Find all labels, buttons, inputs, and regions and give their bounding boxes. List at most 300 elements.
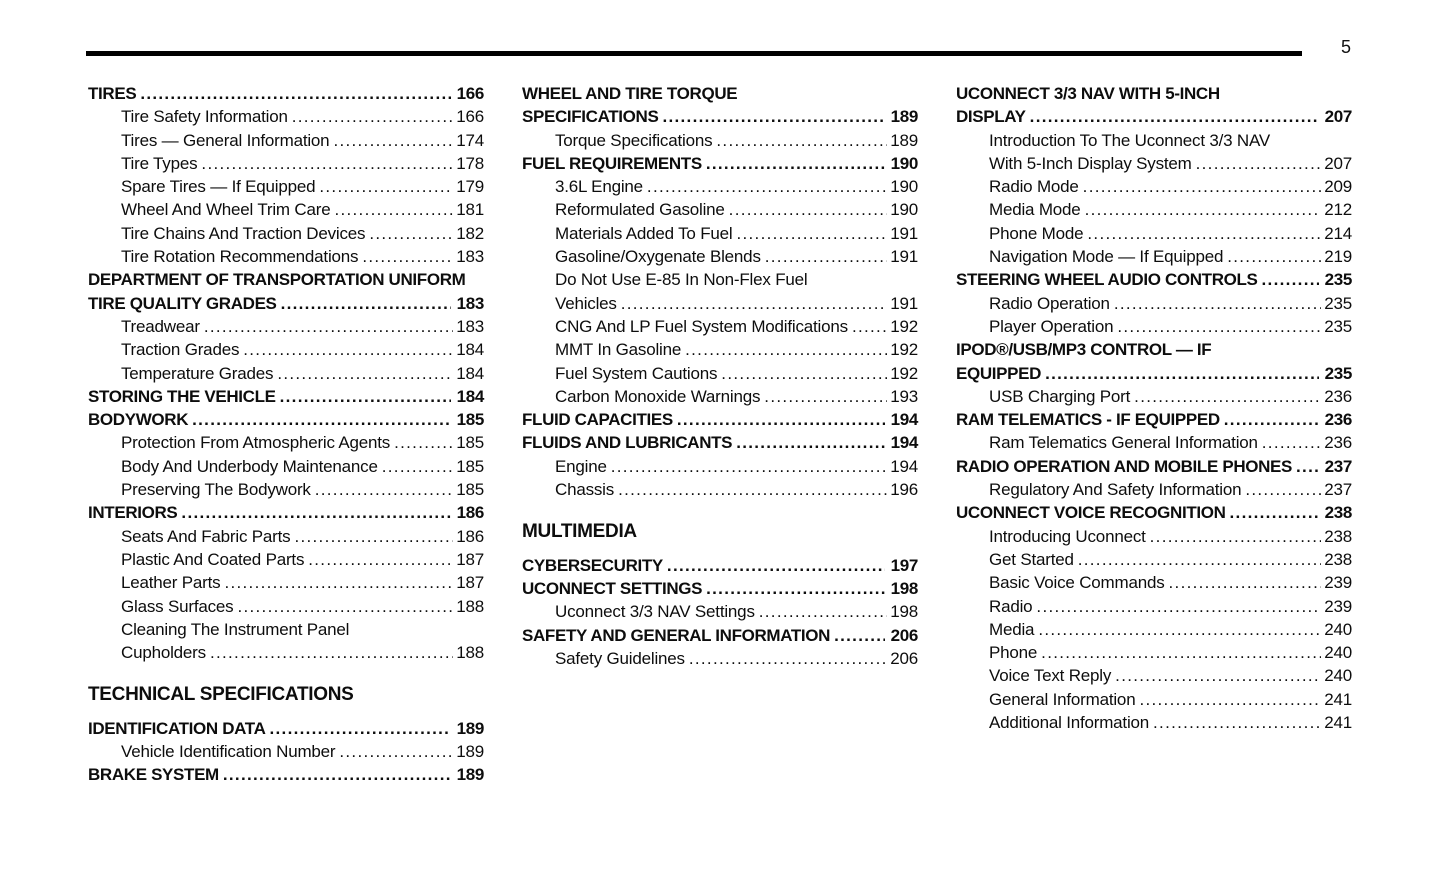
dot-leader bbox=[206, 641, 453, 664]
toc-entry-label: TIRE QUALITY GRADES bbox=[88, 293, 277, 313]
toc-entry bbox=[956, 315, 1352, 338]
toc-entry-page: 197 bbox=[890, 555, 918, 575]
toc-entry-page: 196 bbox=[890, 480, 918, 500]
toc-entry-label: Cupholders bbox=[121, 643, 206, 663]
dot-leader bbox=[1026, 105, 1319, 128]
toc-entry-label: UCONNECT 3/3 NAV WITH 5-INCH bbox=[956, 84, 1220, 103]
dot-leader bbox=[617, 292, 888, 315]
dot-leader bbox=[197, 152, 453, 175]
toc-entry bbox=[88, 478, 484, 501]
dot-leader bbox=[1223, 245, 1321, 268]
toc-entry bbox=[956, 175, 1352, 198]
toc-entry-label: Body And Underbody Maintenance bbox=[121, 456, 378, 476]
toc-entry-label: CNG And LP Fuel System Modifications bbox=[555, 316, 848, 336]
toc-entry bbox=[956, 385, 1352, 408]
toc-entry bbox=[88, 152, 484, 175]
dot-leader bbox=[830, 624, 885, 647]
toc-entry bbox=[956, 362, 1352, 385]
toc-entry-label: General Information bbox=[989, 689, 1136, 709]
toc-entry bbox=[522, 245, 918, 268]
toc-entry bbox=[522, 105, 918, 128]
dot-leader bbox=[755, 600, 887, 623]
toc-entry-label: Vehicle Identification Number bbox=[121, 742, 336, 762]
toc-entry-label: Get Started bbox=[989, 549, 1074, 569]
toc-entry-label: Temperature Grades bbox=[121, 363, 274, 383]
dot-leader bbox=[1110, 292, 1321, 315]
toc-entry-label: Cleaning The Instrument Panel bbox=[121, 619, 350, 639]
toc-entry-page: 236 bbox=[1324, 433, 1352, 453]
toc-entry bbox=[88, 740, 484, 763]
toc-entry-label: Phone Mode bbox=[989, 223, 1084, 243]
dot-leader bbox=[681, 338, 887, 361]
toc-entry-label: Additional Information bbox=[989, 713, 1150, 733]
toc-entry-label: Vehicles bbox=[555, 293, 617, 313]
dot-leader bbox=[1130, 385, 1321, 408]
dot-leader bbox=[335, 740, 453, 763]
toc-entry bbox=[522, 222, 918, 245]
toc-entry bbox=[88, 618, 484, 641]
toc-entry-page: 193 bbox=[890, 386, 918, 406]
toc-entry bbox=[956, 641, 1352, 664]
toc-entry-label: MMT In Gasoline bbox=[555, 340, 682, 360]
toc-entry-page: 238 bbox=[1324, 526, 1352, 546]
toc-entry-label: Spare Tires — If Equipped bbox=[121, 177, 316, 197]
toc-entry-page: 188 bbox=[456, 596, 484, 616]
dot-leader bbox=[1113, 315, 1321, 338]
dot-leader bbox=[365, 222, 453, 245]
toc-entry-label: 3.6L Engine bbox=[555, 177, 643, 197]
toc-entry-page: 184 bbox=[456, 340, 484, 360]
toc-entry-label: Basic Voice Commands bbox=[989, 573, 1165, 593]
toc-entry-label: Treadwear bbox=[121, 316, 200, 336]
toc-entry bbox=[88, 268, 484, 291]
toc-entry-label: RAM TELEMATICS - IF EQUIPPED bbox=[956, 410, 1220, 430]
toc-entry-page: 209 bbox=[1324, 177, 1352, 197]
toc-entry-page: 240 bbox=[1324, 643, 1352, 663]
dot-leader bbox=[277, 292, 451, 315]
toc-entry-label: Seats And Fabric Parts bbox=[121, 526, 291, 546]
toc-entry-label: DEPARTMENT OF TRANSPORTATION UNIFORM bbox=[88, 270, 466, 290]
toc-entry bbox=[88, 571, 484, 594]
toc-entry-label: Tire Rotation Recommendations bbox=[121, 247, 359, 267]
toc-entry-page: 235 bbox=[1324, 363, 1352, 383]
toc-entry bbox=[88, 501, 484, 524]
toc-entry-page: 240 bbox=[1324, 666, 1352, 686]
toc-entry-page: 241 bbox=[1324, 713, 1352, 733]
toc-entry-page: 182 bbox=[456, 223, 484, 243]
toc-entry bbox=[522, 431, 918, 454]
dot-leader bbox=[658, 105, 884, 128]
toc-entry-label: Do Not Use E-85 In Non-Flex Fuel bbox=[555, 270, 808, 290]
toc-entry-page: 192 bbox=[890, 363, 918, 383]
toc-entry bbox=[88, 763, 484, 786]
toc-entry bbox=[956, 408, 1352, 431]
toc-entry bbox=[522, 315, 918, 338]
toc-entry-page: 198 bbox=[890, 578, 918, 598]
dot-leader bbox=[1135, 688, 1321, 711]
toc-entry bbox=[88, 222, 484, 245]
toc-entry-page: 207 bbox=[1324, 153, 1352, 173]
toc-entry-label: INTERIORS bbox=[88, 503, 178, 523]
dot-leader bbox=[702, 152, 885, 175]
toc-entry-label: Preserving The Bodywork bbox=[121, 480, 311, 500]
toc-entry-label: Fuel System Cautions bbox=[555, 363, 718, 383]
toc-entry-label: Tires — General Information bbox=[121, 130, 330, 150]
toc-entry bbox=[956, 292, 1352, 315]
toc-entry-page: 186 bbox=[456, 526, 484, 546]
toc-entry bbox=[88, 82, 484, 105]
toc-entry-page: 237 bbox=[1324, 480, 1352, 500]
toc-entry-label: Media bbox=[989, 619, 1035, 639]
toc-entry-label: Chassis bbox=[555, 480, 615, 500]
dot-leader bbox=[712, 129, 887, 152]
toc-entry-label: SAFETY AND GENERAL INFORMATION bbox=[522, 625, 831, 645]
toc-entry-label: STORING THE VEHICLE bbox=[88, 386, 276, 406]
toc-entry-label: CYBERSECURITY bbox=[522, 555, 663, 575]
toc-entry bbox=[956, 338, 1352, 361]
toc-entry-label: Protection From Atmospheric Agents bbox=[121, 433, 391, 453]
page-number: 5 bbox=[1341, 37, 1352, 57]
toc-entry-label: FLUIDS AND LUBRICANTS bbox=[522, 433, 733, 453]
table-of-contents bbox=[88, 82, 1352, 787]
toc-entry-page: 239 bbox=[1324, 573, 1352, 593]
toc-entry bbox=[88, 338, 484, 361]
dot-leader bbox=[1165, 571, 1322, 594]
toc-entry-label: Regulatory And Safety Information bbox=[989, 480, 1242, 500]
toc-entry bbox=[88, 408, 484, 431]
toc-entry-label: Carbon Monoxide Warnings bbox=[555, 386, 761, 406]
dot-leader bbox=[725, 198, 888, 221]
toc-entry-label: Materials Added To Fuel bbox=[555, 223, 733, 243]
toc-entry bbox=[956, 82, 1352, 105]
toc-entry bbox=[88, 175, 484, 198]
dot-leader bbox=[330, 198, 453, 221]
dot-leader bbox=[1292, 455, 1319, 478]
toc-entry bbox=[522, 624, 918, 647]
toc-entry bbox=[522, 175, 918, 198]
toc-entry-label: UCONNECT SETTINGS bbox=[522, 578, 703, 598]
toc-entry-page: 187 bbox=[456, 573, 484, 593]
toc-entry-label: BODYWORK bbox=[88, 410, 189, 430]
toc-entry bbox=[88, 641, 484, 664]
toc-entry bbox=[956, 268, 1352, 291]
dot-leader bbox=[760, 385, 887, 408]
dot-leader bbox=[1079, 175, 1322, 198]
dot-leader bbox=[848, 315, 887, 338]
dot-leader bbox=[1041, 362, 1319, 385]
toc-entry bbox=[522, 385, 918, 408]
toc-entry-label: Gasoline/Oxygenate Blends bbox=[555, 247, 761, 267]
toc-entry-page: 191 bbox=[890, 247, 918, 267]
dot-leader bbox=[390, 431, 453, 454]
toc-entry-page: 235 bbox=[1324, 316, 1352, 336]
toc-entry-label: SPECIFICATIONS bbox=[522, 107, 659, 127]
toc-entry bbox=[522, 647, 918, 670]
toc-entry-label: Player Operation bbox=[989, 316, 1114, 336]
toc-entry bbox=[88, 198, 484, 221]
toc-entry-page: 194 bbox=[890, 410, 918, 430]
toc-entry bbox=[956, 152, 1352, 175]
toc-entry-label: Tire Types bbox=[121, 153, 198, 173]
dot-leader bbox=[685, 647, 887, 670]
toc-entry-label: RADIO OPERATION AND MOBILE PHONES bbox=[956, 456, 1293, 476]
toc-entry-page: 192 bbox=[890, 340, 918, 360]
toc-entry-page: 194 bbox=[890, 456, 918, 476]
toc-entry bbox=[956, 455, 1352, 478]
toc-entry bbox=[522, 600, 918, 623]
toc-entry-label: UCONNECT VOICE RECOGNITION bbox=[956, 503, 1226, 523]
toc-entry-page: 184 bbox=[456, 363, 484, 383]
toc-entry-label: Wheel And Wheel Trim Care bbox=[121, 200, 331, 220]
toc-entry bbox=[522, 82, 918, 105]
toc-entry-page: 166 bbox=[456, 84, 484, 103]
toc-entry-label: IPOD®/USB/MP3 CONTROL — IF bbox=[956, 340, 1212, 360]
dot-leader bbox=[290, 525, 453, 548]
dot-leader bbox=[311, 478, 454, 501]
dot-leader bbox=[177, 501, 450, 524]
toc-entry bbox=[522, 152, 918, 175]
toc-entry-page: 179 bbox=[456, 177, 484, 197]
toc-entry-page: 190 bbox=[890, 177, 918, 197]
toc-column bbox=[956, 82, 1352, 787]
dot-leader bbox=[1083, 222, 1321, 245]
dot-leader bbox=[136, 82, 450, 105]
toc-entry-label: BRAKE SYSTEM bbox=[88, 765, 219, 785]
toc-entry-page: 192 bbox=[890, 316, 918, 336]
toc-entry bbox=[956, 618, 1352, 641]
dot-leader bbox=[304, 548, 453, 571]
toc-entry-label: Navigation Mode — If Equipped bbox=[989, 247, 1224, 267]
toc-entry bbox=[522, 520, 918, 543]
toc-entry-page: 241 bbox=[1324, 689, 1352, 709]
toc-entry-page: 212 bbox=[1324, 200, 1352, 220]
toc-entry-page: 186 bbox=[456, 503, 484, 523]
toc-entry bbox=[956, 548, 1352, 571]
toc-entry-label: Introducing Uconnect bbox=[989, 526, 1146, 546]
toc-entry bbox=[88, 525, 484, 548]
toc-entry bbox=[956, 711, 1352, 734]
toc-entry-page: 185 bbox=[456, 480, 484, 500]
toc-entry-page: 237 bbox=[1324, 456, 1352, 476]
toc-entry bbox=[956, 571, 1352, 594]
toc-entry-label: TECHNICAL SPECIFICATIONS bbox=[88, 684, 354, 706]
dot-leader bbox=[732, 222, 887, 245]
toc-entry-label: USB Charging Port bbox=[989, 386, 1131, 406]
dot-leader bbox=[200, 315, 453, 338]
toc-entry-label: Torque Specifications bbox=[555, 130, 713, 150]
toc-entry bbox=[88, 431, 484, 454]
toc-entry-page: 194 bbox=[890, 433, 918, 453]
dot-leader bbox=[1146, 525, 1322, 548]
toc-entry-page: 185 bbox=[456, 410, 484, 430]
dot-leader bbox=[1037, 641, 1321, 664]
dot-leader bbox=[329, 129, 453, 152]
toc-entry-label: Introduction To The Uconnect 3/3 NAV bbox=[989, 130, 1271, 150]
toc-entry bbox=[88, 362, 484, 385]
toc-entry-label: Radio Mode bbox=[989, 177, 1079, 197]
toc-column bbox=[522, 82, 918, 787]
toc-entry-page: 183 bbox=[456, 293, 484, 313]
dot-leader bbox=[1258, 268, 1319, 291]
toc-entry-label: EQUIPPED bbox=[956, 363, 1042, 383]
toc-entry-label: Leather Parts bbox=[121, 573, 221, 593]
toc-entry-label: Plastic And Coated Parts bbox=[121, 549, 305, 569]
toc-entry-page: 190 bbox=[890, 200, 918, 220]
toc-entry-label: Tire Chains And Traction Devices bbox=[121, 223, 366, 243]
dot-leader bbox=[1074, 548, 1322, 571]
dot-leader bbox=[1111, 664, 1321, 687]
dot-leader bbox=[239, 338, 453, 361]
dot-leader bbox=[717, 362, 887, 385]
toc-entry bbox=[88, 683, 484, 706]
toc-entry-label: Voice Text Reply bbox=[989, 666, 1112, 686]
dot-leader bbox=[288, 105, 454, 128]
dot-leader bbox=[219, 763, 451, 786]
dot-leader bbox=[188, 408, 451, 431]
dot-leader bbox=[266, 717, 451, 740]
toc-entry-page: 178 bbox=[456, 153, 484, 173]
toc-entry-page: 235 bbox=[1324, 270, 1352, 290]
dot-leader bbox=[702, 577, 885, 600]
toc-entry bbox=[88, 315, 484, 338]
toc-entry-page: 206 bbox=[890, 648, 918, 668]
dot-leader bbox=[378, 455, 453, 478]
toc-entry-label: STEERING WHEEL AUDIO CONTROLS bbox=[956, 270, 1258, 290]
toc-entry-page: 191 bbox=[890, 293, 918, 313]
toc-entry-label: TIRES bbox=[88, 84, 137, 103]
toc-entry-page: 214 bbox=[1324, 223, 1352, 243]
dot-leader bbox=[358, 245, 453, 268]
dot-leader bbox=[1081, 198, 1322, 221]
dot-leader bbox=[1032, 595, 1321, 618]
dot-leader bbox=[1192, 152, 1322, 175]
toc-entry bbox=[88, 455, 484, 478]
dot-leader bbox=[1034, 618, 1321, 641]
toc-entry bbox=[88, 548, 484, 571]
toc-entry-page: 166 bbox=[456, 107, 484, 127]
toc-entry bbox=[522, 362, 918, 385]
toc-entry-page: 191 bbox=[890, 223, 918, 243]
toc-entry-label: Radio bbox=[989, 596, 1033, 616]
toc-entry bbox=[522, 408, 918, 431]
toc-entry-label: Engine bbox=[555, 456, 607, 476]
toc-entry bbox=[88, 595, 484, 618]
toc-entry-page: 174 bbox=[456, 130, 484, 150]
toc-entry-page: 183 bbox=[456, 247, 484, 267]
dot-leader bbox=[732, 431, 884, 454]
toc-entry bbox=[522, 478, 918, 501]
toc-entry-label: Glass Surfaces bbox=[121, 596, 234, 616]
toc-entry bbox=[956, 525, 1352, 548]
toc-entry bbox=[956, 245, 1352, 268]
dot-leader bbox=[276, 385, 451, 408]
toc-entry bbox=[956, 222, 1352, 245]
dot-leader bbox=[607, 455, 888, 478]
toc-entry bbox=[522, 198, 918, 221]
toc-entry bbox=[956, 501, 1352, 524]
toc-entry-label: IDENTIFICATION DATA bbox=[88, 718, 266, 738]
toc-entry bbox=[956, 198, 1352, 221]
toc-entry bbox=[956, 431, 1352, 454]
dot-leader bbox=[273, 362, 453, 385]
toc-entry-page: 184 bbox=[456, 386, 484, 406]
toc-entry-page: 188 bbox=[456, 643, 484, 663]
toc-column bbox=[88, 82, 484, 787]
toc-entry bbox=[522, 338, 918, 361]
toc-entry bbox=[956, 478, 1352, 501]
toc-entry-page: 239 bbox=[1324, 596, 1352, 616]
dot-leader bbox=[1258, 431, 1321, 454]
toc-entry-page: 236 bbox=[1324, 386, 1352, 406]
toc-entry-page: 189 bbox=[456, 765, 484, 785]
dot-leader bbox=[643, 175, 887, 198]
dot-leader bbox=[1226, 501, 1319, 524]
toc-entry-label: DISPLAY bbox=[956, 107, 1026, 127]
toc-entry-label: Ram Telematics General Information bbox=[989, 433, 1258, 453]
dot-leader bbox=[220, 571, 453, 594]
toc-entry-label: Radio Operation bbox=[989, 293, 1110, 313]
toc-entry-label: Uconnect 3/3 NAV Settings bbox=[555, 602, 755, 622]
toc-entry-page: 198 bbox=[890, 602, 918, 622]
dot-leader bbox=[1241, 478, 1321, 501]
toc-entry-label: Phone bbox=[989, 643, 1038, 663]
toc-entry-label: Traction Grades bbox=[121, 340, 240, 360]
toc-entry bbox=[522, 577, 918, 600]
toc-entry-page: 185 bbox=[456, 433, 484, 453]
toc-entry bbox=[522, 554, 918, 577]
dot-leader bbox=[315, 175, 453, 198]
toc-entry bbox=[522, 455, 918, 478]
dot-leader bbox=[673, 408, 885, 431]
toc-entry-label: With 5-Inch Display System bbox=[989, 153, 1192, 173]
toc-entry-page: 238 bbox=[1324, 503, 1352, 523]
toc-entry-page: 240 bbox=[1324, 619, 1352, 639]
toc-entry-page: 206 bbox=[890, 625, 918, 645]
toc-entry-page: 207 bbox=[1324, 107, 1352, 127]
toc-entry-page: 187 bbox=[456, 549, 484, 569]
toc-entry-page: 235 bbox=[1324, 293, 1352, 313]
toc-entry-page: 236 bbox=[1324, 410, 1352, 430]
dot-leader bbox=[663, 554, 885, 577]
toc-entry bbox=[88, 105, 484, 128]
dot-leader bbox=[233, 595, 453, 618]
dot-leader bbox=[1220, 408, 1319, 431]
toc-entry-page: 189 bbox=[890, 107, 918, 127]
toc-entry-label: Reformulated Gasoline bbox=[555, 200, 725, 220]
toc-entry bbox=[522, 268, 918, 291]
toc-entry-page: 189 bbox=[456, 742, 484, 762]
toc-entry bbox=[956, 664, 1352, 687]
toc-entry bbox=[88, 292, 484, 315]
toc-entry-page: 185 bbox=[456, 456, 484, 476]
toc-entry-label: WHEEL AND TIRE TORQUE bbox=[522, 84, 738, 103]
toc-entry-page: 190 bbox=[890, 153, 918, 173]
toc-entry bbox=[956, 595, 1352, 618]
toc-entry-page: 219 bbox=[1324, 247, 1352, 267]
toc-entry-page: 189 bbox=[456, 718, 484, 738]
toc-entry bbox=[88, 245, 484, 268]
toc-entry bbox=[956, 105, 1352, 128]
toc-entry-page: 238 bbox=[1324, 549, 1352, 569]
toc-entry-label: MULTIMEDIA bbox=[522, 521, 637, 543]
toc-entry-label: Safety Guidelines bbox=[555, 648, 685, 668]
toc-entry-page: 183 bbox=[456, 316, 484, 336]
dot-leader bbox=[614, 478, 887, 501]
toc-entry-label: FLUID CAPACITIES bbox=[522, 410, 673, 430]
dot-leader bbox=[761, 245, 887, 268]
toc-entry bbox=[956, 688, 1352, 711]
toc-entry-label: Tire Safety Information bbox=[121, 107, 288, 127]
